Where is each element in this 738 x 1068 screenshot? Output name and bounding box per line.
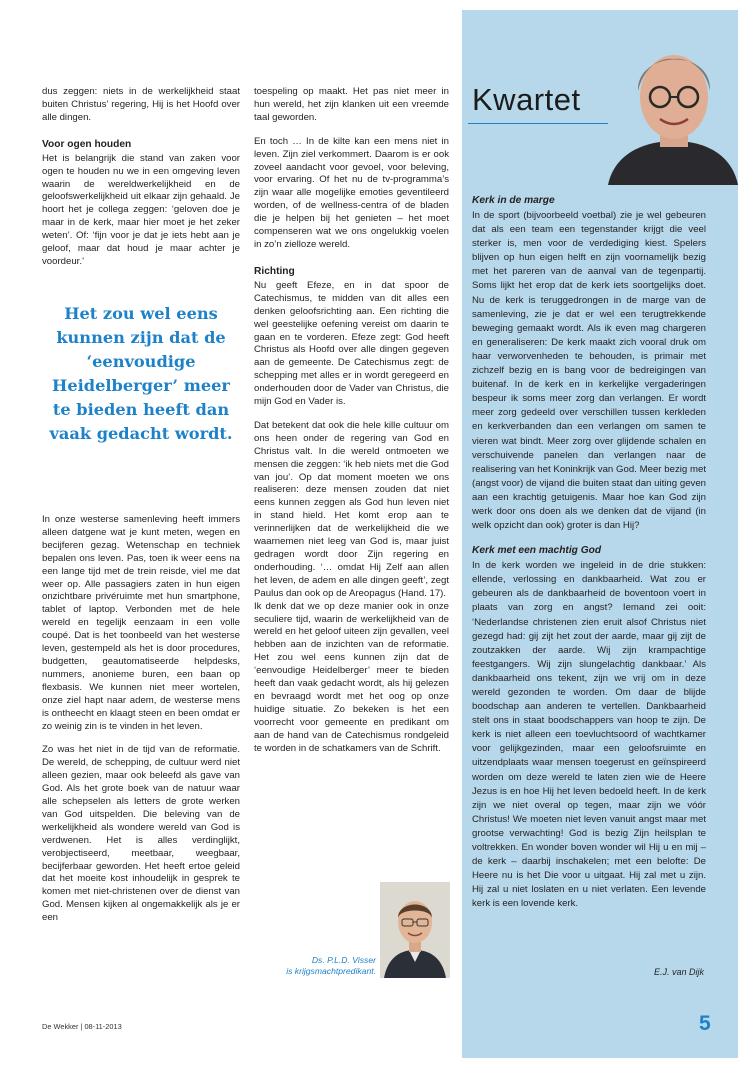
footer-source: De Wekker | 08-11-2013 — [42, 1022, 122, 1031]
heading-richting: Richting — [254, 265, 295, 277]
column-middle-paragraph-3: Nu geeft Efeze, en in dat spoor de Catechismus, te midden van dit alles een denken geloofsrichting aan. Een richting die wel geestelijke oefening vereist om daarin te gaan en te vorderen. Efeze zegt: God heeft Christus als Hoofd over alle dingen gegeven aan de gemeente. De Catechismus zegt: de schepping met alles er in wordt geregeerd en onderhouden door de Vader van Christus, die mijn God en Vader is. — [254, 279, 449, 408]
column-left — [42, 86, 240, 269]
column-middle-paragraph-2: En toch … In de kilte kan een mens niet in leven. Zijn ziel verkommert. Daarom is er ook zoveel aandacht voor gevoel, voor beleving, voor ervaring. Of het nu de tv-programma’s zijn waar alle mogelijke emoties geventileerd worden, of de wellness-centra of de bladen die je helpen bij het genieten – het moet compenseren wat we ons ongelukkig voelen in zo’n zielloze wereld. — [254, 135, 449, 250]
sidebar-paragraph-2: In de kerk worden we ingeleid in de drie stukken: ellende, verlossing en dankbaarheid. Wat zou er gebeuren als de dankbaarheid de boventoon voert in plaats van zorg en angst? Iemand zei ooit: ‘Nederlandse christenen zien eruit alsof Christus niet gezegd had: gij zijt het zout der aarde, maar gij zijt de zoutzakken der aarde. Wij zijn krampachtige feestgangers. Wij zijn slungelachtig dankbaar.’ Als dankbaarheid ons tekent, zijn we vrij om in deze wereld gezonden te worden. Om daar de blijde boodschap aan anderen te vertellen. Dankbaarheid stelt ons in staat boodschappers van hoop te zijn. De kerk is niet alleen een toevluchtsoord of wachtkamer voor gelijkgezinden, maar een geloofsruimte en uitzendplaats waar mensen toegerust en geïnspireerd worden om deze wereld te laten zien wie de Heere Jezus is en hoe Hij het leven bedoeld heeft. In de kerk zijn we niet overal op tegen, maar zijn we vóór Christus! We moeten niet leven vanuit angst maar met grootse verwachting! God is bezig Zijn heilsplan te voltrekken. En wonder boven wonder wil Hij u en mij – de kerk – daarbij inschakelen; met een belofte: De Heere nu is het Die voor u uitgaat. Hij zal met u zijn. Hij zal u niet loslaten en u niet verlaten. Een levende kerk is een lovende kerk. — [472, 560, 706, 910]
author-photo-van-dijk — [608, 17, 738, 185]
heading-voor-ogen-houden: Voor ogen houden — [42, 138, 132, 150]
column-left-paragraph-1: Het is belangrijk die stand van zaken voor ogen te houden nu we in een omgeving leven waarin de wereldwerkelijkheid en de geloofswerkelijkheid uit elkaar zijn gehaald. Je hoort het je collega zeggen: ‘geloven doe je maar in de kerk, maar hier moet je het zeker weten’. Of: ‘fijn voor je dat je iets hebt aan je geloof, maar dat houd je maar achter je voordeur.’ — [42, 152, 240, 267]
column-left-lower — [42, 514, 240, 925]
signature: E.J. van Dijk — [653, 967, 704, 977]
caption-role: is krijgsmachtpredikant. — [286, 966, 376, 976]
column-left-paragraph-3: Zo was het niet in de tijd van de reformatie. De wereld, de schepping, de cultuur werd niet alleen gezien, maar ook beleefd als gave van God. Als het grote boek van de natuur waar alle schepselen als letters de grote werken van God uitspelden. Die beleving van de werkelijkheid als wondere wereld van God is verdwenen. Het is alles verdinglijkt, verobjectiseerd, meetbaar, weegbaar, becijferbaar geworden. Het heeft ertoe geleid dat het moeite kost inhoudelijk in gesprek te komen met niet-christenen over de dienst van God. Mensen kijken al ongemakkelijk als je er een — [42, 744, 240, 924]
column-middle-paragraph-4: Dat betekent dat ook die hele kille cultuur om ons heen onder de regering van God en Christus valt. In die wereld ontmoeten we mensen die zeggen: ‘ik heb niets met die God van jou’. Op dat moment moeten we ons realiseren: deze mensen zouden dat niet eens kunnen zeggen als God hun leven niet in stand hield. Het komt erop aan te verinnerlijken dat de werkelijkheid die we waarnemen niet leeg van God is, maar juist gedragen wordt door Zijn regering en onderhouding. ‘… omdat Hij Zelf aan allen het leven, de adem en alle dingen geeft’, zegt Paulus dan ook op de Areopagus (Hand. 17). — [254, 419, 449, 599]
column-middle — [254, 86, 449, 756]
author-photo-visser — [380, 882, 450, 978]
caption-name: Ds. P.L.D. Visser — [311, 955, 376, 965]
pull-quote: Het zou wel eens kunnen zijn dat de ‘eenvoudige Heidelberger’ meer te bieden heeft dan vaak gedacht wordt. — [49, 304, 233, 443]
photo-caption — [274, 955, 376, 977]
column-left-intro: dus zeggen: niets in de werkelijkheid staat buiten Christus’ regering, Hij is het Hoofd over alle dingen. — [42, 86, 240, 123]
column-left-paragraph-2: In onze westerse samenleving heeft immers alleen datgene wat je kunt meten, wegen en becijferen gezag. Wetenschap en techniek bepalen ons leven. Pas, toen ik weer eens na een lange tijd met de trein reisde, viel me dat weer op. Alle passagiers zaten in hun eigen onzichtbare privéruimte met hun smartphone, tablet of laptop. Verbonden met de hele wereld en tegelijk eenzaam in een volle coupé. Dat is het toonbeeld van het westerse leven, gestempeld als het is door procedures, budgetten, geautomatiseerde helpdesks, nummers, anonieme buren, een baan op flexbasis. We kunnen niet meer wortelen, onze ziel hapt naar adem, de westerse mens is ontheecht en klaagt steen en been omdat er zo weinig zin is te vinden in het leven. — [42, 514, 240, 732]
sidebar-text — [472, 194, 706, 912]
heading-kerk-in-de-marge: Kerk in de marge — [472, 195, 555, 206]
column-middle-paragraph-5: Ik denk dat we op deze manier ook in onze seculiere tijd, waarin de werkelijkheid van de wereld en het geloof uiteen zijn gevallen, veel hebben aan de inzichten van de reformatie. Het zou wel eens kunnen zijn dat de ‘eenvoudige Heidelberger’ meer te bieden heeft dan vaak gedacht wordt, als hij gelezen en bevraagd wordt met het oog op onze huidige situatie. Zo bekeken is het een voorrecht voor gemeente en predikant om aan de hand van de Catechismus rondgeleid te worden in de schatkamers van de Schrift. — [254, 600, 449, 754]
column-middle-paragraph-1: toespeling op maakt. Het pas niet meer in hun wereld, het zijn klanken uit een vreemde taal geworden. — [254, 86, 449, 123]
sidebar-paragraph-1: In de sport (bijvoorbeeld voetbal) zie je wel gebeuren dat als een team een tegenstander krijgt die veel sterker is, men voor de verdediging kiest. Spelers blijven op hun eigen helft en zijn voornamelijk bezig met het pareren van de aanval van de tegenpartij. Soms lijkt het erop dat de kerk iets soortgelijks doet. Nu de kerk is teruggedrongen in de marge van de samenleving, zie je dat er wel een terugtrekkende beweging gemaakt wordt. Als ik even mag chargeren en generaliseren: De kerk maakt zich vooral druk om haar verworvenheden te behouden, is primair met zichzelf bezig en is bang voor de bedreigingen van buitenaf. In de kerk en in kerkelijke vergaderingen bespeur ik soms meer zorg dan verlangen. Er wordt meer zorg gedeeld over verschillen tussen kerkleden en kerkverbanden dan een verlangen om samen te vieren wat bindt. Meer zorg over glijdende schalen en verschuivende panelen dan verlangen naar de realisering van het Koninkrijk van God. Meer bezig met (angst voor) de vijand die buiten staat dan uiting geven aan een krachtig getuigenis. Maar hoe kan God zijn werk door ons doen als we denken dat de vijand (in welk opzicht dan ook) groter is dan Hij? — [472, 210, 706, 532]
page-number: 5 — [699, 1012, 711, 1035]
sidebar-title: Kwartet — [472, 82, 581, 117]
heading-kerk-met-een-machtig-god: Kerk met een machtig God — [472, 545, 602, 557]
title-rule — [468, 123, 608, 124]
